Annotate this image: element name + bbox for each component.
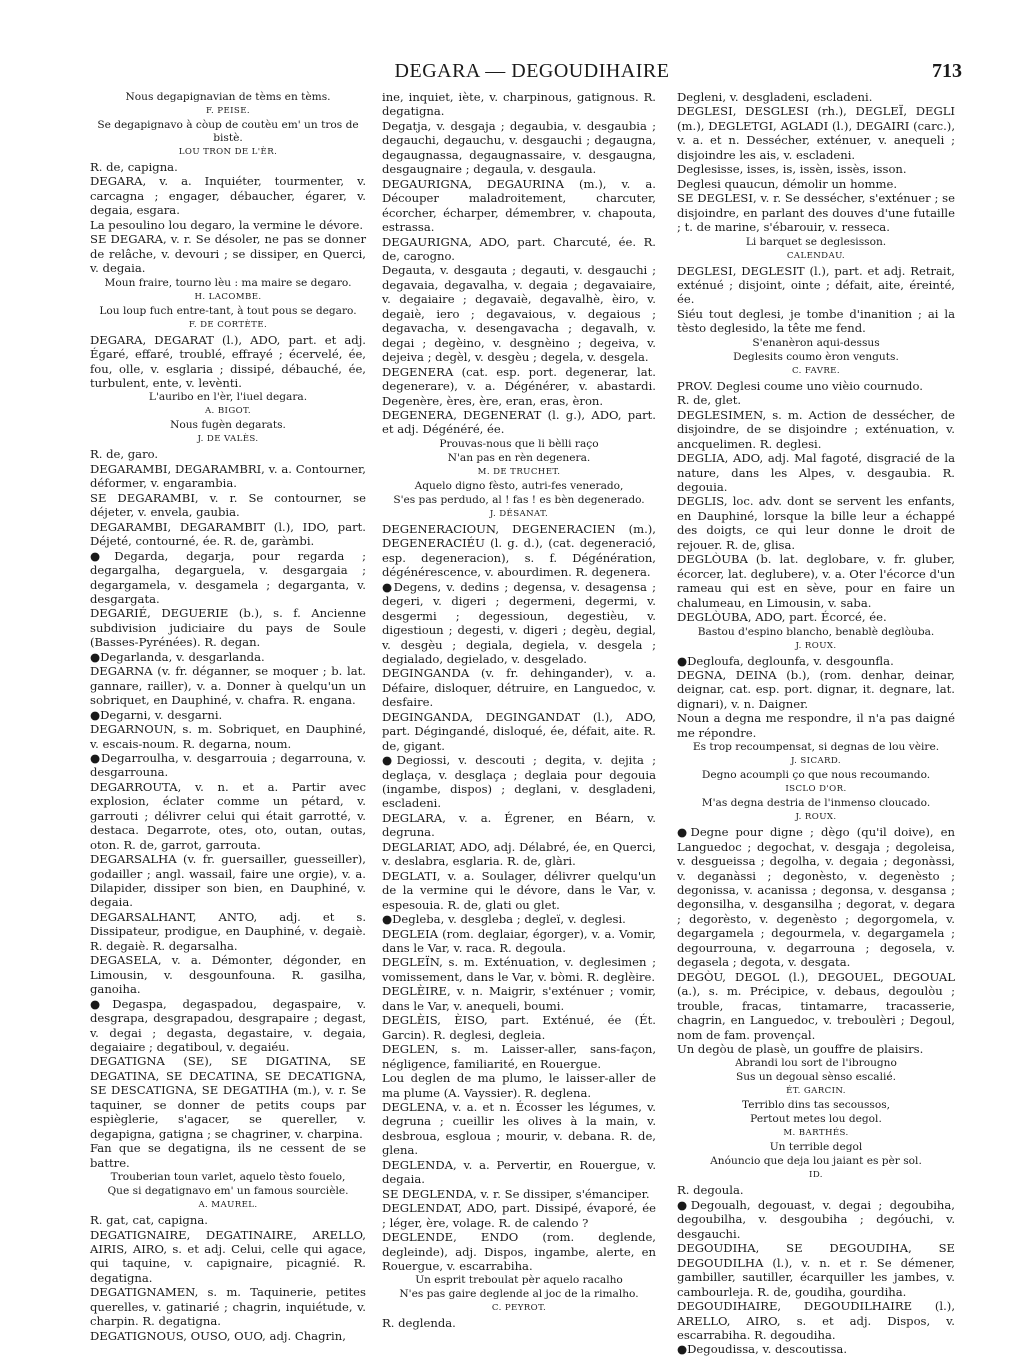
dictionary-entry: DEGATIGNAIRE, DEGATINAIRE, ARELLO, AIRIS, AIRO, s. et adj. Celui, celle qui agace, qui taquine, v. capignaire, picagnié. R. degatigna. [90,1227,366,1285]
dictionary-entry: DEGARSALHANT, ANTO, adj. et s. Dissipateur, prodigue, en Dauphiné, v. degaiè. R. degaiè. R. degarsalha. [90,909,366,953]
dictionary-entry: ●Degarni, v. desgarni. [90,707,223,722]
quotation-author: M. BARTHÉS. [783,1128,849,1139]
quotation-line: N'an pas en rèn degenera. [447,451,591,464]
dictionary-entry: ●Degarlanda, v. desgarlanda. [90,649,265,664]
dictionary-entry: DEGARSALHA (v. fr. guersailler, guesseiller), godailler ; angl. wassail, faire une orgie), v. a. Dilapider, dissiper son bien, en Dauphiné, v. degaia. [90,852,366,910]
column-middle [382,90,656,1331]
dictionary-entry: DEGLIS, loc. adv. dont se servent les enfants, en Dauphiné, lorsque la bille leur a échappé des doigts, ce qui leur donne le droit de rejouer. R. de, glisa. [677,494,955,552]
dictionary-entry: DEGENERACIOUN, DEGENERACIEN (m.), DEGENERACIÉU (l. g. d.), (cat. degeneració, esp. degeneracion), s. f. Dégénération, dégénérescence, v. abourdimen. R. degenera. [382,521,656,580]
quotation-line: Anóuncio que deja lou jaiant es pèr sol. [710,1155,922,1168]
quotation-author: J. SICARD. [790,756,842,767]
dictionary-entry: DEGNA, DEINA (b.), (rom. denhar, deinar, deignar, cat. esp. port. dignar, it. degnare, lat. dignari), v. n. Daigner. [677,667,955,711]
quotation-line: Abrandi lou sort de l'ibrougno [735,1057,897,1070]
quotation-author: C. PEYROT. [491,1303,547,1314]
dictionary-entry: Degauta, v. desgauta ; degauti, v. desgauchi ; degavaia, degavalha, v. degaia ; degavaiaire, v. degaiaire ; degavaiè, degavalhè, èiro, v. degaiè, iero ; degavaious, v. degaious ; degavacha, v. desengavacha ; degavalh, v. degai ; degèino, v. desgnèino ; degeiva, v. dejeiva ; degèl, v. desgèu ; degela, v. desgela. [382,263,656,365]
dictionary-entry: DEGINGANDA, DEGINGANDAT (l.), ADO, part. Dégingandé, disloqué, ée, défait, aite. R. de, gigant. [382,709,656,753]
quotation-line: Deglesits coumo èron venguts. [733,350,899,363]
quotation-author: CALENDAU. [786,250,846,261]
quotation-author: F. PEISE. [205,106,251,116]
dictionary-entry: Deglesisse, isses, is, issèn, issès, isson. [677,162,907,177]
dictionary-entry: DEGARNOUN, s. m. Sobriquet, en Dauphiné, v. escais-noum. R. degarna, noum. [90,722,366,751]
quotation-author: C. FAVRE. [791,365,840,376]
quotation-line: Bastou d'espino blancho, benablè deglòuba. [697,625,935,638]
quotation-author: J. ROUX. [795,640,837,651]
dictionary-entry: DEGLESI, DESGLESI (rh.), DEGLEÏ, DEGLI (m.), DEGLETGI, AGLADI (l.), DEGAIRI (carc.), v. a. et n. Dessécher, exténuer, v. anequeli ; disjoindre les ais, v. escladeni. [677,104,955,162]
dictionary-entry: SE DEGLESI, v. r. Se dessécher, s'exténuer ; se disjoindre, en parlant des douves d'une futaille ; t. de marine, s'ébarouir, v. resseca. [677,191,955,235]
quotation-line: Es trop recoumpensat, si degnas de lou vèire. [692,741,940,754]
quotation-line: Sus un degoual sènso escalié. [735,1071,897,1084]
dictionary-entry: Fan que se degatigna, ils ne cessent de se battre. [90,1141,366,1170]
quotation-line: Nous fugèn degarats. [170,419,286,432]
column-left [90,90,366,1343]
dictionary-entry: DEGLÒUBA (b. lat. deglobare, v. fr. gluber, écorcer, lat. deglubere), v. a. Oter l'écorce d'un rameau qui est en sève, pour en faire un chalumeau, en Limousin, v. saba. [677,552,955,610]
dictionary-entry: DEGLATI, v. a. Soulager, délivrer quelqu'un de la vermine qui le dévore, dans le Var, v. espesouia. R. de, glati ou glet. [382,868,656,912]
dictionary-entry: ●Degarroulha, v. desgarrouia ; degarrouna, v. desgarrouna. [90,750,366,780]
quotation-author: J. DE VALÈS. [197,434,259,445]
dictionary-entry: DEGLÒUBA, ADO, part. Écorcé, ée. [677,610,887,625]
dictionary-entry: DEGLIA, ADO, adj. Mal fagoté, disgracié de la nature, dans les Alpes, v. desgaubia. R. degouia. [677,451,955,494]
quotation-line: Lou loup fuch entre-tant, à tout pous se degaro. [99,304,357,317]
dictionary-entry: ●Degaspa, degaspadou, degaspaire, v. desgrapa, desgrapadou, desgrapaire ; degast, v. degai ; degasta, degastaire, v. degaia, degaiaire ; degatiboul, v. degaiéu. [90,996,366,1055]
quotation-line: Li barquet se deglesisson. [745,235,887,248]
dictionary-entry: DEGLENDE, ENDO (rom. deglende, degleinde), adj. Dispos, ingambe, alerte, en Rouergue, v. escarrabiha. [382,1230,656,1273]
dictionary-entry: DEGATIGNAMEN, s. m. Taquinerie, petites querelles, v. gatinarié ; chagrin, inquiétude, v. charpin. R. degatigna. [90,1285,366,1329]
dictionary-entry: ●Degarda, degarja, pour regarda ; degargalha, degarguela, v. desgargaia ; degargamela, v. desgamela ; degarganta, v. desgargata. [90,548,366,606]
dictionary-entry: DEGLARA, v. a. Égrener, en Béarn, v. degruna. [382,810,656,840]
quotation-line: Se degapignavo à còup de coutèu em' un tros de bistè. [97,119,359,144]
dictionary-entry: DEGLÈIS, ÈISO, part. Exténué, ée (Ét. Garcin). R. deglesi, degleia. [382,1013,656,1042]
quotation-author: ISCLO D'OR. [785,784,847,795]
dictionary-entry: DEGASELA, v. a. Démonter, dégonder, en Limousin, v. desgounfouna. R. gasilha, ganoiha. [90,953,366,997]
dictionary-entry: DEGLEÏN, s. m. Exténuation, v. deglesimen ; vomissement, dans le Var, v. bòmi. R. deglèire. [382,955,656,984]
dictionary-entry: Lou deglen de ma plumo, le laisser-aller de ma plume (A. Vayssier). R. deglena. [382,1071,656,1100]
quotation-author: H. LACOMBE. [194,291,262,302]
dictionary-entry: SE DEGLENDA, v. r. Se dissiper, s'émanciper. [382,1186,650,1201]
quotation-author: ID. [809,1170,823,1181]
dictionary-entry: ●Degoualh, degouast, v. degai ; degoubiha, degoubilha, v. desgoubiha ; degóuchi, v. desgauchi. [677,1197,955,1241]
quotation-line: L'auribo en l'èr, l'iuel degara. [148,391,308,404]
dictionary-entry: DEGLESI, DEGLESIT (l.), part. et adj. Retrait, exténué ; disjoint, ointe ; défait, aite, éreinté, ée. [677,263,955,307]
dictionary-entry: SE DEGARA, v. r. Se désoler, ne pas se donner de relâche, v. devouri ; se dissiper, en Querci, v. degaia. [90,232,366,276]
page-number: 713 [932,60,962,82]
etymology-reference: R. gat, cat, capigna. [90,1213,208,1228]
dictionary-entry: DEGINGANDA (v. fr. dehingander), v. a. Défaire, disloquer, détruire, en Languedoc, v. desfaire. [382,666,656,710]
dictionary-entry: DEGARAMBI, DEGARAMBRI, v. a. Contourner, déformer, v. engarambia. [90,461,366,491]
quotation-author: M. DE TRUCHET. [477,466,561,477]
dictionary-entry: DEGENERA, DEGENERAT (l. g.), ADO, part. et adj. Dégénéré, ée. [382,407,656,437]
dictionary-entry: Degatja, v. desgaja ; degaubia, v. desgaubia ; degauchi, degauchu, v. desgauchi ; degaugna, degaugnassa, degaugnassaire, v. desgaugna, desgaugnaire ; degaula, v. desgaula. [382,118,656,177]
dictionary-entry: DEGARA, v. a. Inquiéter, tourmenter, v. carcagna ; engager, débaucher, égarer, v. degaia, esgara. [90,174,366,218]
etymology-reference: R. de, glet. [677,393,742,408]
dictionary-entry: DEGATIGNA (SE), SE DIGATINA, SE DEGATINA, SE DECATINA, SE DECATIGNA, SE DESCATIGNA, SE DEGATIHA (m.), v. r. Se taquiner, se donner de petits coups par espièglerie, s'agacer, se quereller, v. degapigna, gatigna ; se chagriner, v. charpina. [90,1054,366,1141]
dictionary-entry: DEGAURIGNA, ADO, part. Charcuté, ée. R. de, carogno. [382,234,656,263]
dictionary-entry: DEGLARIAT, ADO, adj. Délabré, ée, en Querci, v. deslabra, esglaria. R. de, glàri. [382,839,656,869]
dictionary-entry: DEGLENDA, v. a. Pervertir, en Rouergue, v. degaia. [382,1157,656,1187]
dictionary-entry: ●Degleba, v. desgleba ; degleï, v. deglesi. [382,912,626,927]
quotation-author: A. BIGOT. [204,406,252,417]
quotation-line: Terriblo dins tas secoussos, [741,1099,890,1112]
quotation-line: Pertout metes lou degol. [750,1113,882,1126]
quotation-author: J. DÉSANAT. [489,508,549,519]
quotation-line: Nous degapignavian de tèms en tèms. [125,91,331,103]
etymology-reference: R. deglenda. [382,1316,456,1331]
quotation-line: Aquelo digno fèsto, autri-fes venerado, [414,479,624,492]
dictionary-entry: DEGARIÉ, DEGUERIE (b.), s. f. Ancienne subdivision judiciaire du pays de Soule (Basses-Pyrénées). R. degan. [90,606,366,650]
dictionary-entry: DEGOUDIHAIRE, DEGOUDILHAIRE (l.), ARELLO, AIRO, s. et adj. Dispos, v. escarrabiha. R. degoudiha. [677,1299,955,1342]
dictionary-entry: DEGARAMBI, DEGARAMBIT (l.), IDO, part. Déjeté, contourné, ée. R. de, garàmbi. [90,519,366,549]
etymology-reference: R. de, garo. [90,447,159,462]
dictionary-entry: DEGARROUTA, v. n. et a. Partir avec explosion, éclater comme un pétard, v. garrouti ; délivrer celui qui était garrotté, v. destaca. Degarrote, otes, oto, outan, outas, oton. R. de, garrot, garrouta. [90,779,366,852]
dictionary-entry: PROV. Deglesi coume uno vièio cournudo. [677,378,923,393]
dictionary-entry: DEGLENDAT, ADO, part. Dissipé, évaporé, ée ; léger, ère, volage. R. de calendo ? [382,1201,656,1230]
dictionary-entry: DEGARA, DEGARAT (l.), ADO, part. et adj. Égaré, effaré, troublé, effrayé ; écervelé, ée, fou, olle, v. esglaria ; dissipé, débauché, ée, turbulent, ente, v. levènti. [90,332,366,390]
quotation-line: Degno acoumpli ço que nous recoumando. [701,769,931,782]
etymology-reference: R. degoula. [677,1183,744,1198]
dictionary-entry: Noun a degna me respondre, il n'a pas daigné me répondre. [677,711,955,740]
quotation-line: Que si degatignavo em' un famous sourcièle. [107,1185,349,1198]
dictionary-entry: DEGAURIGNA, DEGAURINA (m.), v. a. Découper maladroitement, charcuter, écorcher, écharper, démembrer, v. chapouta, estrassa. [382,176,656,235]
quotation-line: N'es pas gaire deglende al joc de la rimalho. [399,1288,639,1301]
quotation-author: F. DE CORTÈTE. [188,319,268,330]
dictionary-entry: ine, inquiet, iète, v. charpinous, gatignous. R. degatigna. [382,90,656,119]
quotation-line: S'es pas perdudo, al ! fas ! es bèn degenerado. [393,493,645,506]
dictionary-entry: SE DEGARAMBI, v. r. Se contourner, se déjeter, v. envela, gaubia. [90,490,366,520]
running-title: DEGARA — DEGOUDIHAIRE [394,60,670,82]
quotation-line: Un terrible degol [769,1141,863,1154]
dictionary-entry: DEGLÈIRE, v. n. Maigrir, s'exténuer ; vomir, dans le Var, v. anequeli, boumi. [382,984,656,1013]
quotation-line: M'as degna destria de l'inmenso cloucado. [701,797,931,810]
quotation-author: ÉT. GARCIN. [786,1086,846,1097]
quotation-line: S'enanèron aqui-dessus [752,336,880,349]
dictionary-entry: DEGARNA (v. fr. déganner, se moquer ; b. lat. gannare, railler), v. a. Donner à quelqu'un un sobriquet, en Dauphiné, v. chafra. R. engana. [90,664,366,708]
dictionary-entry: ●Degne pour digne ; dègo (qu'il doive), en Languedoc ; degochat, v. desgaja ; degoleisa, v. desgueissa ; degolha, v. degaia ; degonàssi, v. deganàssi ; degonèsto, v. degenèsto ; degonissa, v. acanissa ; degonsa, v. desgansa ; degonsilha, v. desgansilha ; degorat, v. degara ; degorèsto, v. degenèsto ; degorgomela, v. degargamela ; degourmela, v. degargamela ; degourrouna, v. degarrouna ; degosela, v. degasela ; degota, v. desgata. [677,825,955,970]
dictionary-entry: ●Degloufa, deglounfa, v. desgounfla. [677,653,894,668]
dictionary-entry: DEGLEN, s. m. Laisser-aller, sans-façon, négligence, familiarité, en Rouergue. [382,1042,656,1071]
column-right [677,90,955,1357]
dictionary-entry: Deglesi quaucun, démolir un homme. [677,176,898,191]
dictionary-entry: Degleni, v. desgladeni, escladeni. [677,90,873,104]
dictionary-entry: DEGLESIMEN, s. m. Action de dessécher, de disjoindre, de se disjoindre ; exténuation, v. ancquelimen. R. deglesi. [677,407,955,451]
dictionary-entry: DEGÒU, DEGOL (l.), DEGOUEL, DEGOUAL (a.), s. m. Précipice, v. debaus, degoulòu ; trouble, fracas, tintamarre, tracasserie, chagrin, en Languedoc, v. treboulèri ; Degoul, nom de fam. provençal. [677,969,955,1042]
dictionary-entry: ●Degens, v. dedins ; degensa, v. desagensa ; degeri, v. digeri ; degermeni, degermi, v. desgermi ; degessioun, degestièu, v. digestioun ; degesti, v. digeri ; degèu, degial, v. desgèu ; degiala, degiela, v. desgela ; degialado, degielado, v. desgelado. [382,579,656,666]
dictionary-entry: DEGLEIA (rom. deglaiar, égorger), v. a. Vomir, dans le Var, v. raca. R. degoula. [382,926,656,956]
quotation-author: J. ROUX. [795,812,837,823]
dictionary-entry: La pesoulino lou degaro, la vermine le dévore. [90,217,364,232]
dictionary-entry: ●Degoudissa, v. descoutissa. [677,1342,848,1357]
dictionary-entry: DEGLENA, v. a. et n. Écosser les légumes, v. degruna ; cueillir les olives à la main, v. desbroua, esgloua ; mourir, v. debana. R. de, glena. [382,1100,656,1158]
quotation-line: Moun fraire, tourno lèu : ma maire se degaro. [104,276,352,289]
etymology-reference: R. de, capigna. [90,160,178,174]
dictionary-entry: DEGOUDIHA, SE DEGOUDIHA, SE DEGOUDILHA (l.), v. n. et r. Se démener, gambiller, sautiller, écarquiller les jambes, v. cambourleja. R. de, goudiha, gourdiha. [677,1241,955,1299]
quotation-author: A. MAUREL. [198,1200,258,1211]
quotation-line: Prouvas-nous que li bèlli raço [439,437,599,450]
running-head [0,60,1024,86]
dictionary-entry: ●Degiossi, v. descouti ; degita, v. dejita ; deglaça, v. desglaça ; deglaia pour degouia (ingambe, dispos) ; deglani, v. desgladeni, escladeni. [382,753,656,811]
dictionary-entry: DEGENERA (cat. esp. port. degenerar, lat. degenerare), v. a. Dégénérer, v. abastardi. Degenère, ères, ère, eran, eras, èron. [382,364,656,408]
dictionary-entry: Siéu tout deglesi, je tombe d'inanition ; ai la tèsto deglesido, la tête me fend. [677,306,955,336]
dictionary-entry: DEGATIGNOUS, OUSO, OUO, adj. Chagrin, [90,1328,346,1343]
quotation-line: Trouberian toun varlet, aquelo tèsto fouelo, [110,1171,346,1184]
quotation-author: LOU TRON DE L'ÈR. [178,147,278,157]
dictionary-entry: Un degòu de plasè, un gouffre de plaisirs. [677,1042,924,1057]
quotation-line: Un esprit treboulat pèr aquelo racalho [415,1274,623,1287]
